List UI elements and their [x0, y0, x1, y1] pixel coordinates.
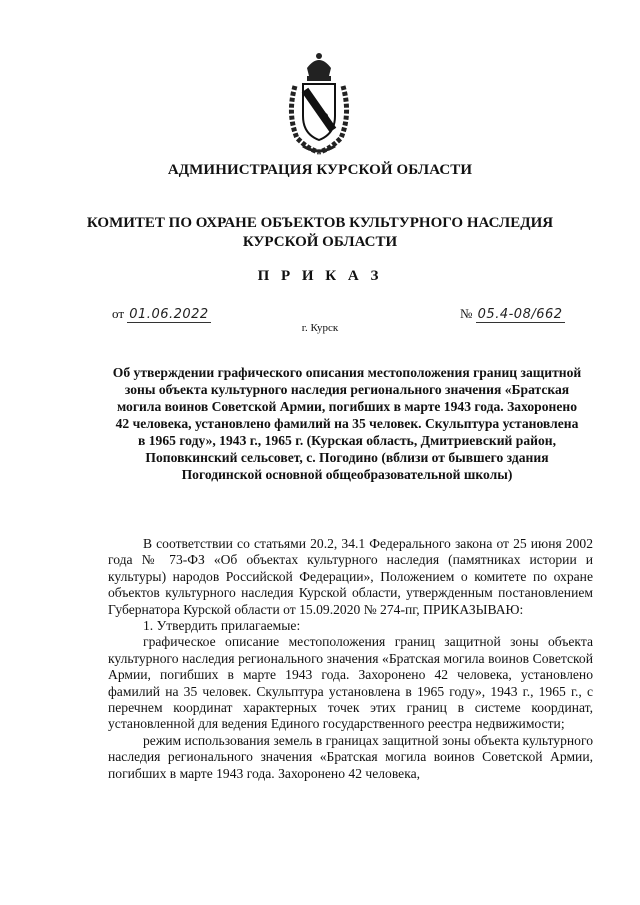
date-prefix: от	[112, 306, 125, 321]
city: г. Курск	[301, 322, 339, 334]
order-number	[460, 306, 565, 322]
authority-name: АДМИНИСТРАЦИЯ КУРСКОЙ ОБЛАСТИ	[167, 162, 473, 178]
date-value: 01.06.2022	[129, 307, 209, 322]
order-body	[108, 536, 593, 782]
document-type: П Р И К А З	[257, 268, 383, 284]
committee-line-1: КОМИТЕТ ПО ОХРАНЕ ОБЪЕКТОВ КУЛЬТУРНОГО НАСЛЕДИЯ	[86, 215, 554, 231]
number-value: 05.4-08/662	[477, 307, 563, 322]
committee-name	[0, 214, 640, 252]
committee-line-2: КУРСКОЙ ОБЛАСТИ	[242, 234, 398, 250]
item-1: 1. Утвердить прилагаемые:	[143, 618, 301, 634]
item-1-graphic-description: графическое описание местоположения границ защитной зоны объекта культурного наследия регионального значения «Братская могила воинов Советской Армии, погибших в марте 1943 года. Захоронено 42 человека, установлено фамилий на 35 человек. Скульптура установлена в 1965 году», 1943 г., 1965 г., с перечнем координат характерных точек этих границ в системе координат, установленной для ведения Единого государственного реестра недвижимости;	[108, 634, 593, 732]
preamble-paragraph: В соответствии со статьями 20.2, 34.1 Федерального закона от 25 июня 2002 года № 73-ФЗ «Об объектах культурного наследия (памятниках истории и культуры) народов Российской Федерации», Положением о комитете по охране объектов культурного наследия Курской области, утвержденным постановлением Губернатора Курской области от 15.09.2020 № 274-пг, ПРИКАЗЫВАЮ:	[108, 536, 593, 617]
order-date	[112, 306, 211, 322]
order-title: Об утверждении графического описания местоположения границ защитной зоны объекта культурного наследия регионального значения «Братская могила воинов Советской Армии, погибших в марте 1943 года. Захоронено 42 человека, установлено фамилий на 35 человек. Скульптура установлена в 1965 году», 1943 г., 1965 г. (Курская область, Дмитриевский район, Поповкинский сельсовет, с. Погодино (вблизи от бывшего здания Погодинской основной общеобразовательной школы)	[112, 365, 582, 482]
item-1-land-use-regime: режим использования земель в границах защитной зоны объекта культурного наследия регионального значения «Братская могила воинов Советской Армии, погибших в марте 1943 года. Захоронено 42 человека,	[108, 732, 593, 781]
number-prefix: №	[460, 306, 473, 321]
coat-of-arms-icon	[283, 50, 355, 158]
